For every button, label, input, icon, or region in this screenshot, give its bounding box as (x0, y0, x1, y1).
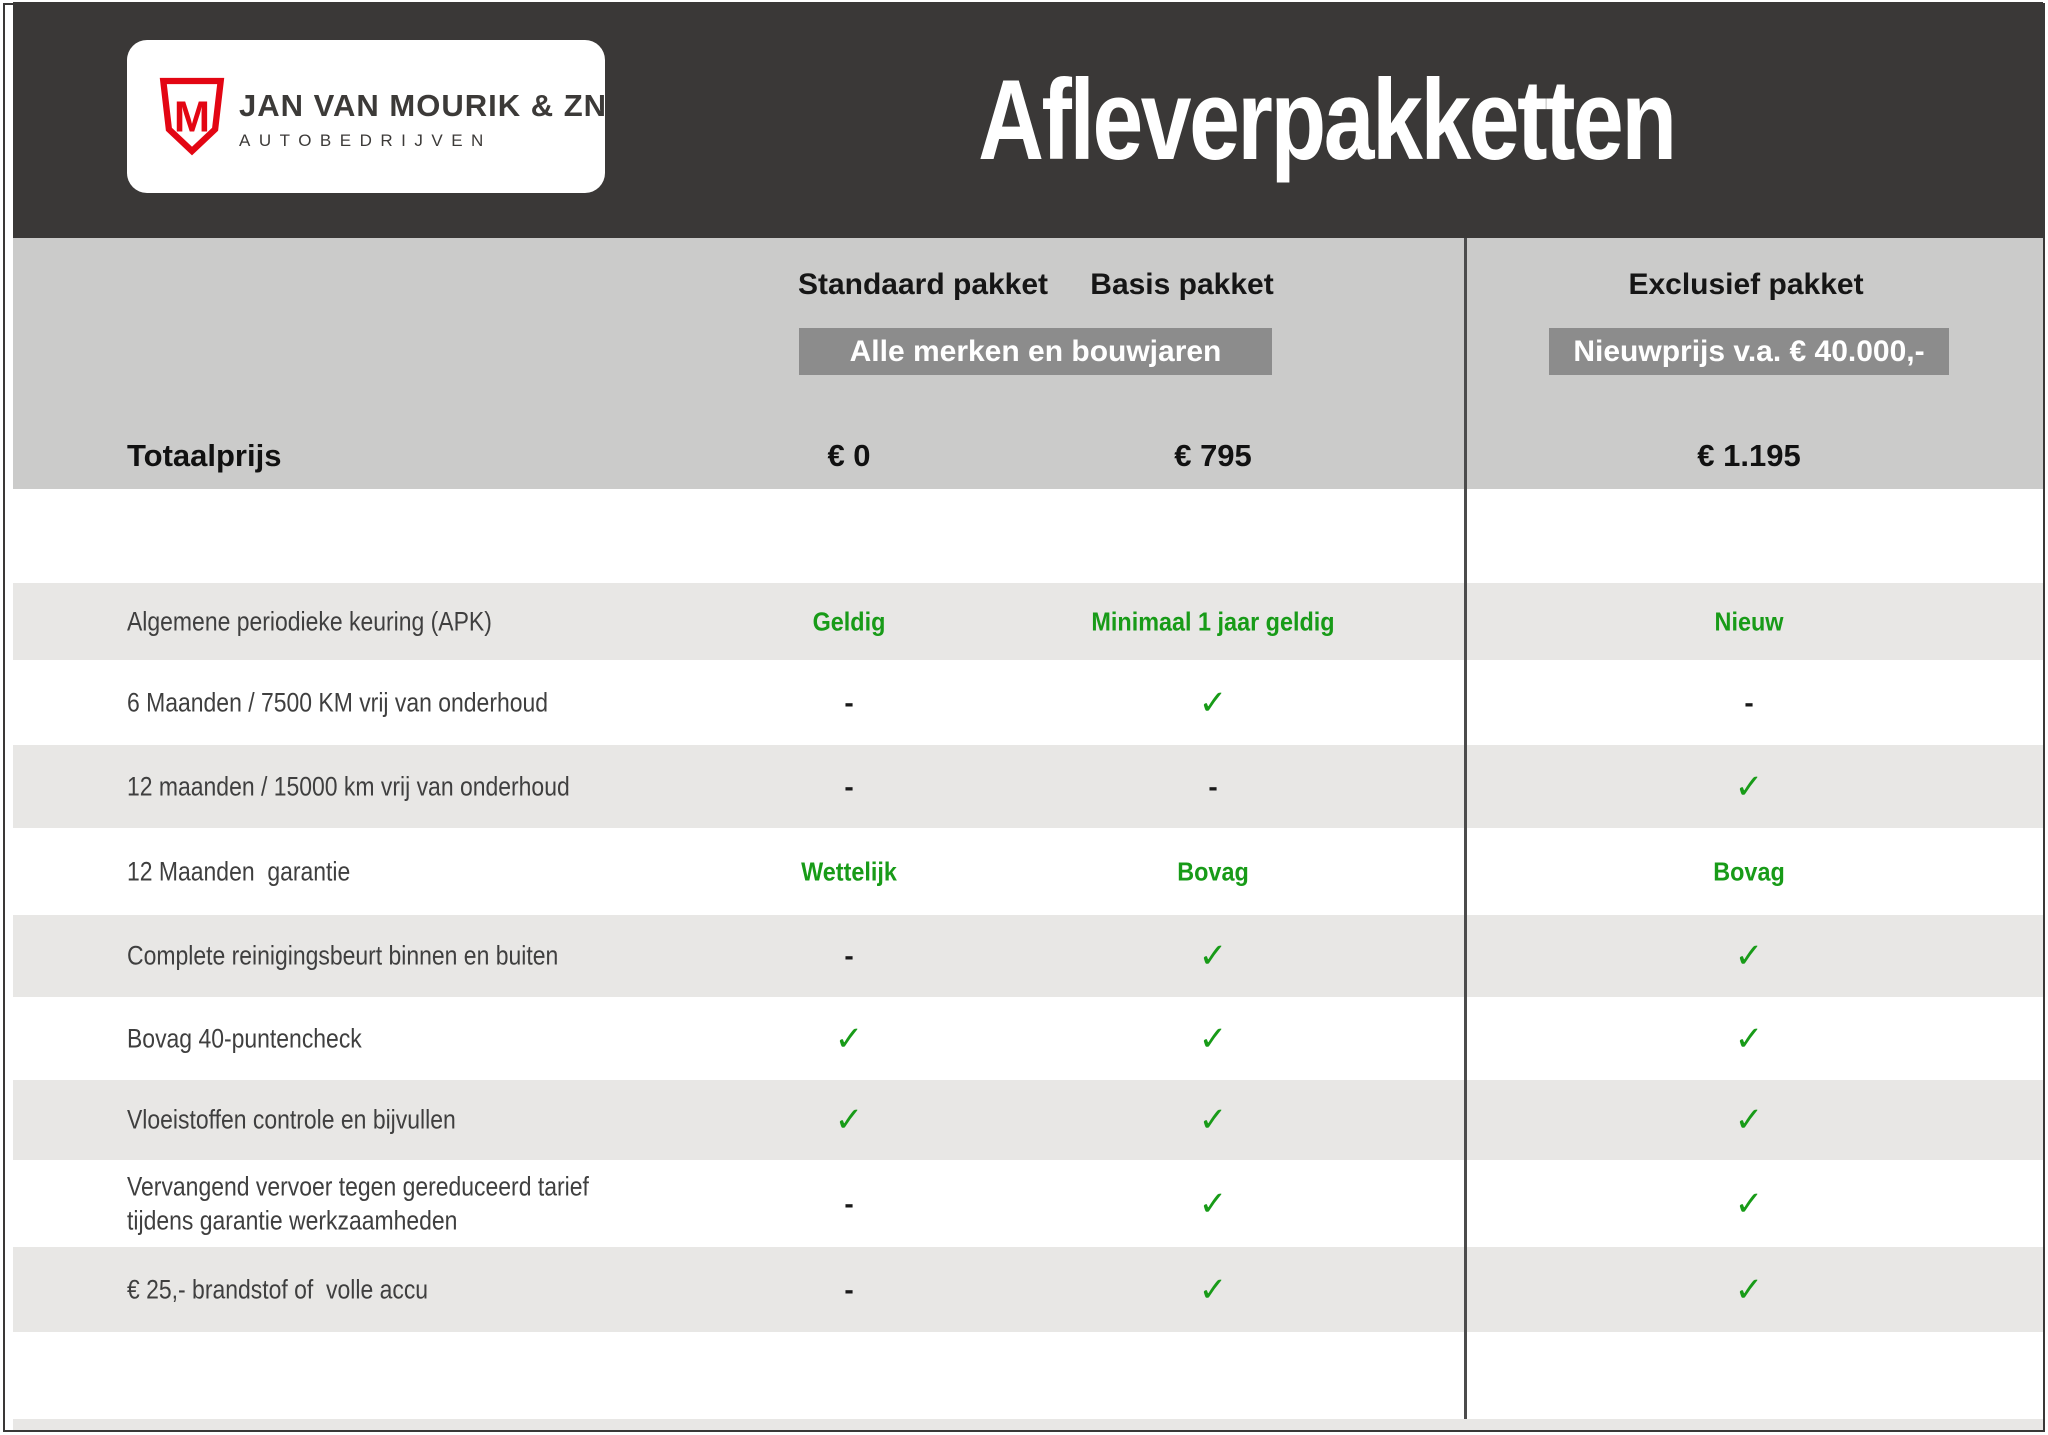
brand-text (239, 88, 607, 151)
feature-value: Geldig (812, 606, 886, 636)
total-price-exclusief: € 1.195 (1697, 438, 1801, 473)
check-icon: ✓ (1734, 1101, 1764, 1139)
brand-subtitle: AUTOBEDRIJVEN (239, 131, 492, 150)
column-divider-line (1464, 238, 1467, 1419)
feature-label: Complete reinigingsbeurt binnen en buiten (127, 940, 559, 971)
brand-shield-icon (157, 76, 227, 156)
badge-alle-merken (799, 328, 1272, 375)
package-header-band (13, 238, 2043, 489)
dealer-logo (127, 40, 608, 193)
check-icon: ✓ (1198, 937, 1228, 975)
totals-row-label: Totaalprijs (127, 438, 282, 473)
dash-mark: - (844, 1187, 854, 1219)
check-icon: ✓ (834, 1101, 864, 1139)
page-title: Afleverpakketten (977, 56, 1675, 184)
brand-monogram: M (173, 93, 211, 142)
total-price-standaard: € 0 (827, 438, 871, 473)
feature-value: Bovag (1177, 856, 1249, 886)
feature-value: Nieuw (1714, 606, 1784, 636)
check-icon: ✓ (1734, 1184, 1764, 1223)
column-header-basis: Basis pakket (1090, 268, 1274, 301)
badge-label: Nieuwprijs v.a. € 40.000,- (1573, 334, 1925, 368)
feature-label: Bovag 40-puntencheck (127, 1023, 362, 1054)
check-icon: ✓ (1198, 1101, 1228, 1139)
table-row (13, 583, 2043, 660)
feature-label: € 25,- brandstof of volle accu (127, 1274, 429, 1305)
table-row (13, 1080, 2043, 1160)
check-icon: ✓ (834, 1019, 864, 1058)
dash-mark: - (844, 770, 854, 802)
dash-mark: - (844, 940, 854, 971)
title-container (633, 2, 2019, 238)
feature-value: Wettelijk (801, 856, 897, 886)
table-row (13, 745, 2043, 828)
feature-value: Bovag (1713, 856, 1785, 886)
check-icon: ✓ (1198, 683, 1228, 722)
check-icon: ✓ (1734, 767, 1764, 806)
check-icon: ✓ (1734, 937, 1764, 975)
feature-rows (13, 583, 2043, 1332)
check-icon: ✓ (1198, 1270, 1228, 1309)
check-icon: ✓ (1734, 1270, 1764, 1309)
dash-mark: - (844, 1273, 854, 1305)
check-icon: ✓ (1198, 1019, 1228, 1058)
badge-nieuwprijs (1549, 328, 1949, 375)
column-header-standaard: Standaard pakket (797, 268, 1049, 301)
feature-label: Vervangend vervoer tegen gereduceerd tarief tijdens garantie werkzaamheden (127, 1170, 596, 1236)
check-icon: ✓ (1734, 1019, 1764, 1058)
badge-label: Alle merken en bouwjaren (849, 334, 1222, 368)
page-header (13, 2, 2043, 238)
table-row (13, 1160, 2043, 1247)
feature-label: 6 Maanden / 7500 KM vrij van onderhoud (127, 687, 549, 718)
bottom-strip (13, 1419, 2043, 1432)
table-row (13, 828, 2043, 915)
total-price-basis: € 795 (1174, 438, 1252, 473)
feature-label: 12 Maanden garantie (127, 856, 351, 887)
table-row (13, 915, 2043, 997)
feature-label: 12 maanden / 15000 km vrij van onderhoud (127, 771, 570, 802)
table-row (13, 997, 2043, 1080)
dash-mark: - (844, 686, 854, 718)
check-icon: ✓ (1198, 1184, 1228, 1223)
feature-label: Vloeistoffen controle en bijvullen (127, 1104, 456, 1135)
brand-name: JAN VAN MOURIK & ZN (239, 88, 608, 123)
column-header-exclusief: Exclusief pakket (1628, 268, 1864, 301)
table-row (13, 1247, 2043, 1332)
feature-label: Algemene periodieke keuring (APK) (127, 606, 492, 637)
table-row (13, 660, 2043, 745)
dash-mark: - (1208, 770, 1218, 802)
feature-value: Minimaal 1 jaar geldig (1091, 606, 1335, 636)
dash-mark: - (1744, 686, 1754, 718)
